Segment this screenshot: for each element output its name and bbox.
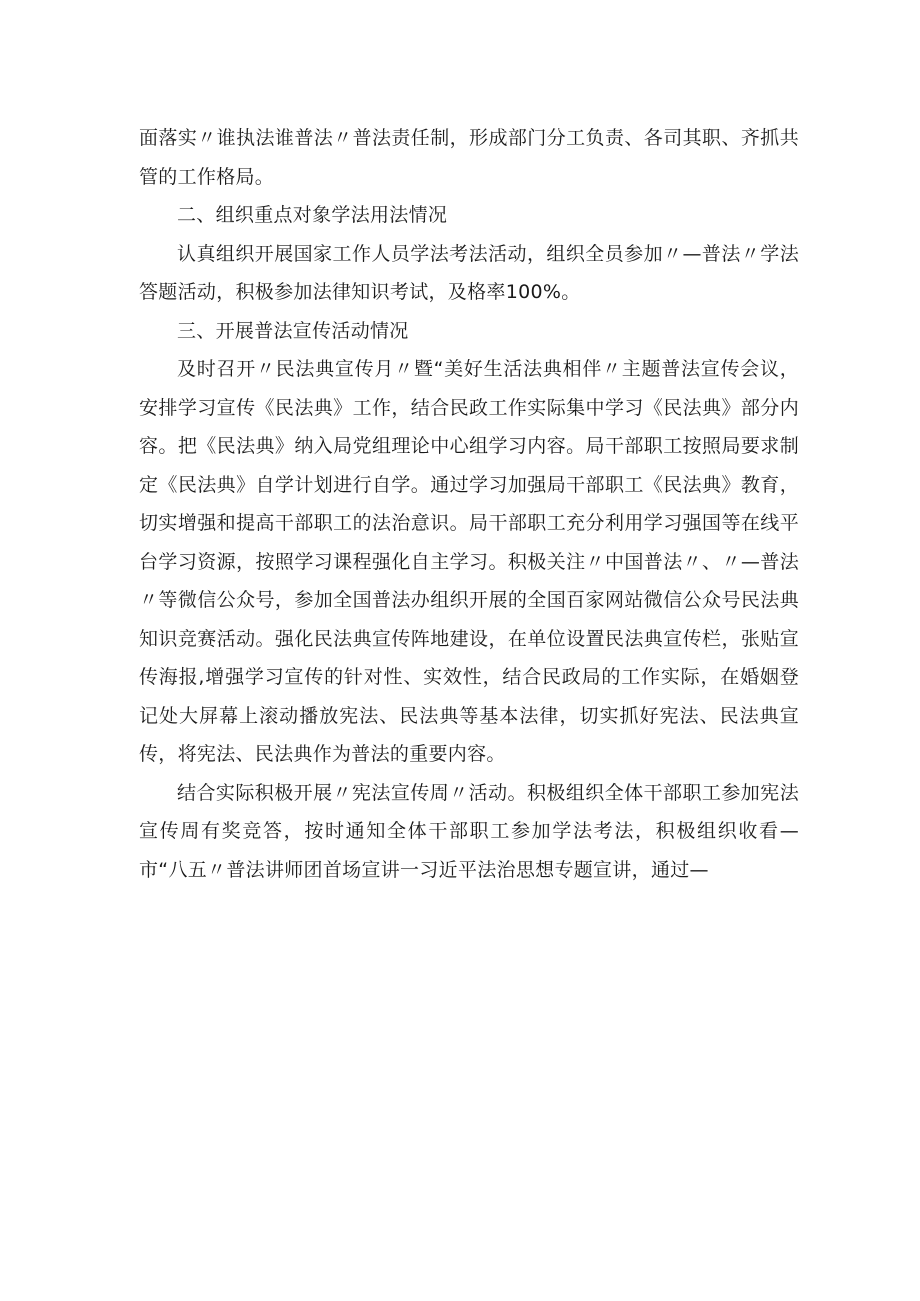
section-heading-2: 二、组织重点对象学法用法情况: [177, 204, 448, 226]
document-body: [139, 119, 799, 889]
paragraph-study-activities: 认真组织开展国家工作人员学法考法活动，组织全员参加〃—普法〃学法答题活动，积极参加法律知识考试，及格率100%。: [139, 242, 799, 303]
paragraph-constitution-week: 结合实际积极开展〃宪法宣传周〃活动。积极组织全体干部职工参加宪法宣传周有奖竞答，按时通知全体干部职工参加学法考法，积极组织收看—市“八五〃普法讲师团首场宣讲一习近平法治思想专题宣讲，通过—: [139, 781, 799, 881]
section-heading-3: 三、开展普法宣传活动情况: [177, 319, 409, 342]
paragraph-continuation: 面落实〃谁执法谁普法〃普法责任制，形成部门分工负责、各司其职、齐抓共管的工作格局。: [139, 127, 799, 188]
paragraph-civil-code-promotion: 及时召开〃民法典宣传月〃暨“美好生活法典相伴〃主题普法宣传会议，安排学习宣传《民法典》工作，结合民政工作实际集中学习《民法典》部分内容。把《民法典》纳入局党组理论中心组学习内容。局干部职工按照局要求制定《民法典》自学计划进行自学。通过学习加强局干部职工《民法典》教育，切实增强和提高干部职工的法治意识。局干部职工充分利用学习强国等在线平台学习资源，按照学习课程强化自主学习。积极关注〃中国普法〃、〃—普法〃等微信公众号，参加全国普法办组织开展的全国百家网站微信公众号民法典知识竞赛活动。强化民法典宣传阵地建设，在单位设置民法典宣传栏，张贴宣传海报,增强学习宣传的针对性、实效性，结合民政局的工作实际，在婚姻登记处大屏幕上滚动播放宪法、民法典等基本法律，切实抓好宪法、民法典宣传，将宪法、民法典作为普法的重要内容。: [139, 358, 799, 765]
